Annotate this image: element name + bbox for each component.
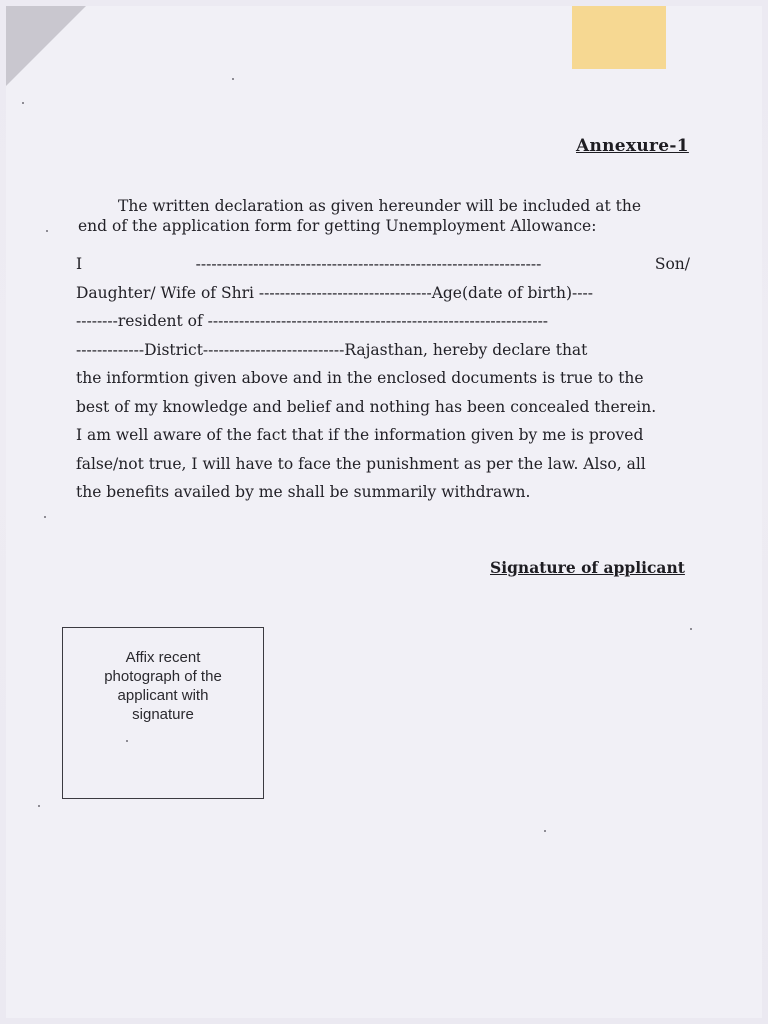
- signature-label: Signature of applicant: [490, 558, 685, 577]
- document-page: [6, 6, 762, 1018]
- sticky-note: [572, 6, 666, 69]
- declaration-line: Daughter/ Wife of Shri ---------------------------------Age(date of birth)----: [76, 283, 594, 302]
- intro-line: end of the application form for getting Unemployment Allowance:: [78, 217, 597, 235]
- declaration-line: the benefits availed by me shall be summarily withdrawn.: [76, 483, 531, 501]
- relation-label: Son/: [654, 255, 690, 273]
- intro-line: The written declaration as given hereunder will be included at the: [118, 197, 641, 215]
- declaration-pronoun: I: [76, 255, 83, 273]
- scan-speck: [44, 516, 46, 518]
- annexure-title: Annexure-1: [576, 136, 689, 156]
- declaration-line: -------------District---------------------------Rajasthan, hereby declare that: [76, 340, 588, 359]
- declaration-line: false/not true, I will have to face the punishment as per the law. Also, all: [76, 454, 646, 473]
- photo-instruction-line: photograph of the: [104, 668, 222, 685]
- declaration-first-row: [76, 250, 690, 279]
- scan-speck: [38, 805, 40, 807]
- folded-corner: [6, 6, 86, 86]
- scan-speck: [690, 628, 692, 630]
- declaration-paragraph: [76, 250, 690, 507]
- declaration-line: the informtion given above and in the enclosed documents is true to the: [76, 369, 644, 387]
- scan-speck: [544, 830, 546, 832]
- scan-speck: [126, 740, 128, 742]
- photo-instruction-line: signature: [132, 706, 194, 723]
- scan-speck: [46, 230, 48, 232]
- declaration-line: I am well aware of the fact that if the information given by me is proved: [76, 426, 644, 444]
- declaration-line: best of my knowledge and belief and nothing has been concealed therein.: [76, 397, 657, 416]
- photo-instruction-line: Affix recent: [125, 649, 201, 666]
- photo-instruction-line: applicant with: [117, 687, 209, 704]
- declaration-line: --------resident of -----------------------------------------------------------------: [76, 312, 549, 330]
- scan-speck: [232, 78, 234, 80]
- intro-paragraph: [78, 196, 688, 236]
- photo-box: [62, 627, 264, 799]
- scan-speck: [22, 102, 24, 104]
- name-blank: ------------------------------------------------------------------: [195, 255, 542, 273]
